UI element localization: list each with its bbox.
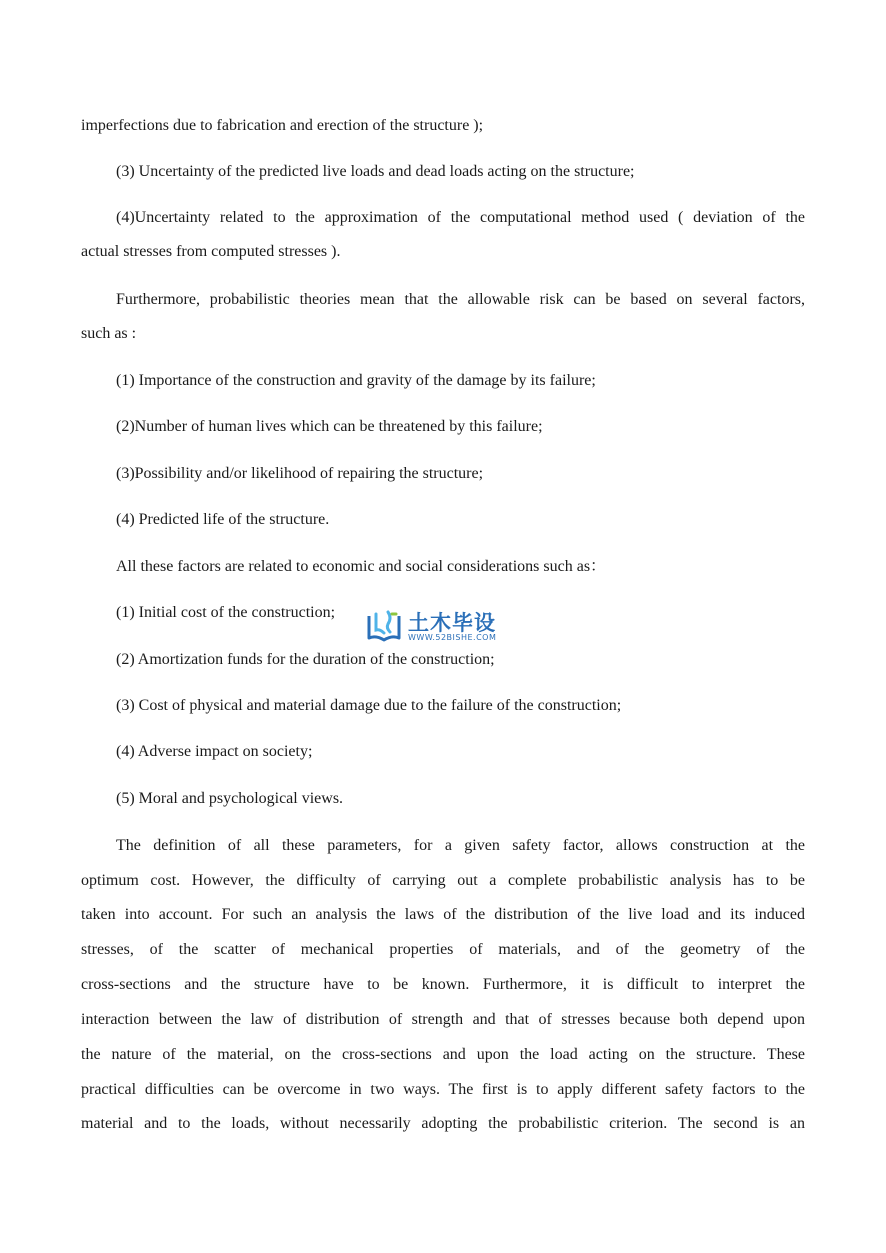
text-line: All these factors are related to economic and social considerations such as： — [116, 558, 607, 575]
text-line: such as : — [81, 325, 137, 342]
text-line: imperfections due to fabrication and erection of the structure ); — [81, 117, 484, 134]
paragraph-line: The definition of all these parameters, for a given safety factor, allows construction at the — [116, 837, 805, 854]
paragraph-line: cross-sections and the structure have to be known. Furthermore, it is difficult to interpret the — [81, 976, 805, 993]
paragraph-line: taken into account. For such an analysis the laws of the distribution of the live load and its induced — [81, 906, 805, 923]
paragraph-line: optimum cost. However, the difficulty of carrying out a complete probabilistic analysis has to be — [81, 872, 805, 889]
book-logo-icon — [366, 608, 402, 644]
watermark-url: WWW.52BISHE.COM — [408, 633, 497, 642]
text-line: (3)Possibility and/or likelihood of repairing the structure; — [116, 465, 484, 482]
paragraph-line: practical difficulties can be overcome in two ways. The first is to apply different safety factors to the — [81, 1081, 805, 1098]
paragraph-line: material and to the loads, without necessarily adopting the probabilistic criterion. The second is an — [81, 1115, 805, 1132]
text-line: Furthermore, probabilistic theories mean that the allowable risk can be based on several factors, — [116, 291, 805, 308]
paragraph-line: interaction between the law of distribution of strength and that of stresses because both depend upon — [81, 1011, 805, 1028]
text-line: actual stresses from computed stresses ). — [81, 243, 341, 260]
paragraph-line: the nature of the material, on the cross-sections and upon the load acting on the structure. These — [81, 1046, 805, 1063]
text-line: (1) Importance of the construction and gravity of the damage by its failure; — [116, 372, 596, 389]
text-line: (3) Cost of physical and material damage due to the failure of the construction; — [116, 697, 622, 714]
text-line: (3) Uncertainty of the predicted live loads and dead loads acting on the structure; — [116, 163, 635, 180]
text-line: (4) Adverse impact on society; — [116, 743, 313, 760]
watermark-logo — [366, 606, 524, 646]
text-line: (1) Initial cost of the construction; — [116, 604, 336, 621]
text-line: (2)Number of human lives which can be threatened by this failure; — [116, 418, 543, 435]
text-line: (4) Predicted life of the structure. — [116, 511, 330, 528]
text-line: (2) Amortization funds for the duration of the construction; — [116, 651, 495, 668]
paragraph-line: stresses, of the scatter of mechanical properties of materials, and of the geometry of the — [81, 941, 805, 958]
text-line: (5) Moral and psychological views. — [116, 790, 344, 807]
text-line: (4)Uncertainty related to the approximation of the computational method used ( deviation of the — [116, 209, 805, 226]
watermark-title: 土木毕设 — [408, 611, 496, 635]
